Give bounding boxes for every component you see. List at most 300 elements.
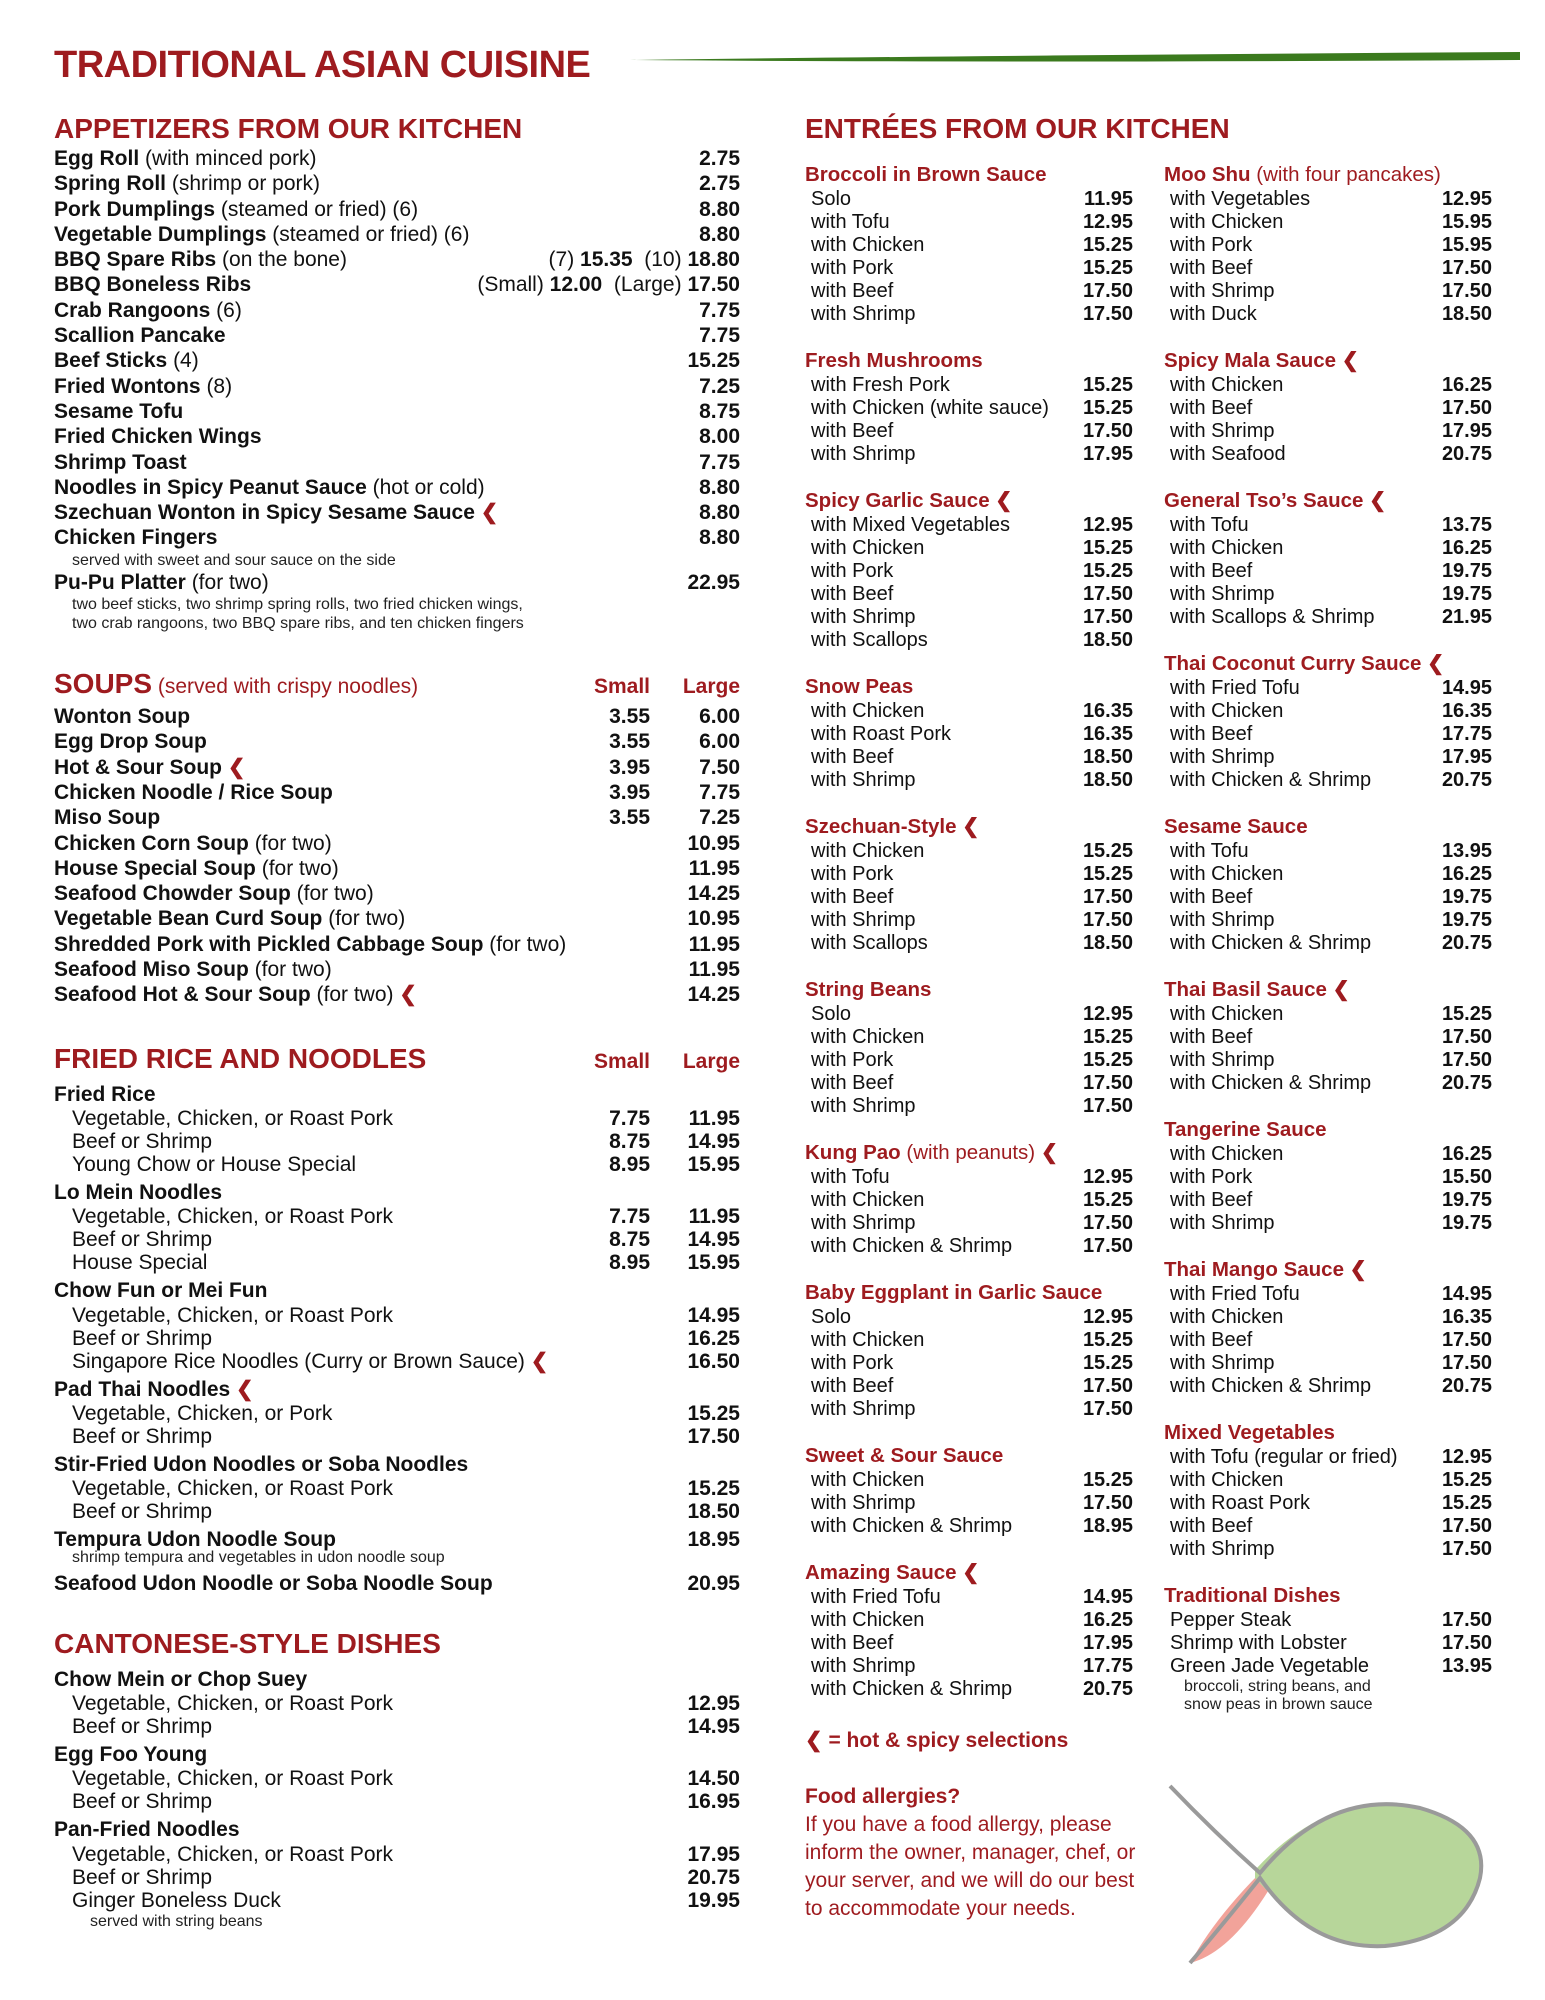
item-price: 17.50: [1441, 1609, 1492, 1631]
menu-item: [1164, 1375, 1492, 1398]
item-name: [54, 932, 566, 957]
item-price: 8.80: [699, 526, 740, 550]
item-title: Beef Sticks: [54, 349, 168, 373]
menu-item: [54, 399, 740, 424]
large-price: 11.95: [688, 958, 740, 982]
item-title: Sesame Tofu: [54, 399, 184, 423]
menu-item: [1164, 257, 1492, 280]
small-price: 8.75: [609, 1129, 650, 1153]
item-title: BBQ Spare Ribs: [54, 248, 217, 272]
large-price: 6.00: [699, 705, 740, 729]
item-name: with Roast Pork: [811, 723, 952, 745]
item-price: 7.25: [699, 374, 740, 398]
item-title: Beef or Shrimp: [72, 1326, 213, 1350]
large-price: 11.95: [688, 1205, 740, 1229]
item-name: [54, 1327, 550, 1350]
item-price: 15.95: [1441, 234, 1492, 256]
item-name: [54, 729, 550, 754]
chevron-left-icon: ❮: [399, 983, 417, 1007]
menu-item: [54, 1715, 740, 1738]
menu-item: [1164, 886, 1492, 909]
menu-item: [805, 1398, 1133, 1421]
menu-item: [1164, 374, 1492, 397]
item-name: with Beef: [1170, 560, 1253, 582]
entree-group: [805, 348, 1133, 466]
menu-item: [1164, 723, 1492, 746]
item-price: 17.50: [1441, 1026, 1492, 1048]
menu-item: [805, 723, 1133, 746]
entree-group: [1164, 348, 1492, 466]
menu-item: [54, 1130, 740, 1153]
menu-item: [805, 769, 1133, 792]
menu-item: [54, 1350, 740, 1373]
chevron-left-icon: ❮: [1369, 489, 1387, 512]
menu-item: [54, 780, 740, 805]
item-desc: (for two): [310, 983, 400, 1007]
large-price: 16.25: [687, 1326, 740, 1350]
menu-item: [1164, 1329, 1492, 1352]
item-title: Chicken Corn Soup: [54, 831, 249, 855]
entree-group-heading: [805, 814, 1133, 840]
small-price: [566, 932, 657, 957]
item-price: 15.25: [1082, 257, 1133, 279]
entree-group-heading: [805, 488, 1133, 514]
menu-item: [1164, 1609, 1492, 1632]
menu-group-heading: [54, 1180, 740, 1205]
cantonese-heading: CANTONESE-STYLE DISHES: [54, 1627, 441, 1659]
fried-rice-list: [54, 1082, 740, 1597]
group-subtitle: (with four pancakes): [1250, 163, 1441, 186]
small-price: [550, 1500, 650, 1523]
item-name: [54, 1228, 550, 1251]
item-price: 15.25: [1082, 1026, 1133, 1048]
item-name: [54, 570, 650, 595]
item-name: with Fried Tofu: [811, 1586, 941, 1608]
item-price: 8.80: [699, 475, 740, 499]
item-name: with Pork: [811, 863, 894, 885]
item-name: with Pork: [1170, 234, 1253, 256]
item-name: with Beef: [811, 420, 894, 442]
item-desc: (8): [200, 374, 233, 398]
group-title: Chow Mein or Chop Suey: [54, 1667, 308, 1691]
item-title: Beef or Shrimp: [72, 1500, 213, 1524]
entree-group-heading: [805, 1280, 1133, 1306]
item-price: 17.50: [1441, 1632, 1492, 1654]
item-name: with Shrimp: [1170, 1212, 1275, 1234]
legend-block: [805, 1728, 1165, 1923]
menu-item: [805, 1235, 1133, 1258]
small-price: [550, 982, 650, 1007]
menu-item: [1164, 1283, 1492, 1306]
hot-spicy-legend: ❮ = hot & spicy selections: [805, 1729, 1069, 1752]
item-price: 16.35: [1082, 723, 1133, 745]
menu-item: [1164, 1492, 1492, 1515]
item-price: 17.50: [1441, 1049, 1492, 1071]
item-name: with Chicken & Shrimp: [1170, 1072, 1372, 1094]
item-price: 17.95: [687, 1842, 740, 1866]
menu-item: [1164, 606, 1492, 629]
small-price: 3.55: [609, 705, 650, 729]
group-title: Snow Peas: [805, 675, 914, 698]
group-title: Baby Eggplant in Garlic Sauce: [805, 1281, 1103, 1304]
item-price: 16.25: [1441, 1143, 1492, 1165]
item-price: 15.25: [1441, 1492, 1492, 1514]
menu-item: [805, 1515, 1133, 1538]
entree-group-heading: [1164, 814, 1492, 840]
menu-item: [805, 583, 1133, 606]
item-price: 17.50: [1082, 886, 1133, 908]
item-title: Vegetable, Chicken, or Roast Pork: [72, 1303, 394, 1327]
entree-group: [1164, 488, 1492, 629]
item-title: Seafood Miso Soup: [54, 958, 249, 982]
item-name: Beef or Shrimp: [72, 1714, 213, 1738]
item-name: with Chicken (white sauce): [811, 397, 1049, 419]
item-price: 17.50: [1441, 397, 1492, 419]
large-price: 15.95: [687, 1251, 740, 1275]
allergy-text: If you have a food allergy, please inform the owner, manager, chef, or your server, and we will do our best to accommodate your needs.: [805, 1813, 1136, 1920]
item-name: [54, 856, 550, 881]
item-name: [54, 1153, 550, 1176]
item-name: [54, 247, 549, 272]
item-name: with Tofu (regular or fried): [1170, 1446, 1398, 1468]
item-name: [54, 1402, 550, 1425]
entree-group-heading: [805, 348, 1133, 374]
chevron-left-icon: ❮: [227, 755, 246, 779]
group-title: Pan-Fried Noodles: [54, 1818, 240, 1842]
item-price: 14.95: [687, 1714, 740, 1738]
item-name: [54, 906, 550, 931]
entrees-section: [805, 112, 1505, 146]
item-desc: (hot or cold): [366, 475, 485, 499]
item-title: Singapore Rice Noodles (Curry or Brown Sauce): [72, 1349, 531, 1373]
item-title: Hot & Sour Soup: [54, 755, 222, 779]
item-price: 15.25: [1082, 560, 1133, 582]
menu-item: [54, 1327, 740, 1350]
menu-item: [1164, 1469, 1492, 1492]
menu-item: [1164, 909, 1492, 932]
item-price: 16.35: [1441, 700, 1492, 722]
item-name: with Chicken: [1170, 1306, 1284, 1328]
item-title: Fried Wontons: [54, 374, 201, 398]
menu-item: [805, 303, 1133, 326]
menu-item: [54, 1477, 740, 1500]
item-price: 17.50: [1441, 280, 1492, 302]
item-name: [54, 1500, 550, 1523]
menu-group-heading: [54, 1742, 740, 1767]
menu-group-heading: [54, 1278, 740, 1303]
menu-item: [1164, 303, 1492, 326]
soups-small-label: Small: [593, 675, 650, 699]
item-title: BBQ Boneless Ribs: [54, 273, 252, 297]
item-name: [54, 1350, 550, 1373]
soups-list: [54, 704, 740, 1008]
menu-group-heading: [54, 1082, 740, 1107]
item-price: 8.80: [699, 197, 740, 221]
item-price: 17.50: [1441, 257, 1492, 279]
item-name: [54, 323, 650, 348]
item-name: with Fresh Pork: [811, 374, 950, 396]
appetizers-list: [54, 146, 740, 633]
item-name: [54, 1304, 550, 1327]
menu-item: [805, 1352, 1133, 1375]
menu-item: [54, 1500, 740, 1523]
group-title: Moo Shu: [1164, 163, 1251, 186]
menu-item: [805, 420, 1133, 443]
item-desc: (on the bone): [216, 248, 347, 272]
item-name: with Chicken: [811, 1469, 925, 1491]
menu-item: [1164, 932, 1492, 955]
menu-item: [1164, 1352, 1492, 1375]
item-price: 15.95: [1441, 211, 1492, 233]
chevron-left-icon: ❮: [1341, 349, 1359, 372]
menu-item: [54, 1866, 740, 1889]
item-price: 17.95: [1441, 746, 1492, 768]
item-name: with Chicken & Shrimp: [1170, 1375, 1372, 1397]
menu-item: [1164, 863, 1492, 886]
item-price: 17.50: [1082, 420, 1133, 442]
item-price: 15.25: [1082, 1049, 1133, 1071]
item-title: Seafood Chowder Soup: [54, 882, 291, 906]
small-price: [550, 1327, 650, 1350]
item-price: 15.25: [1441, 1469, 1492, 1491]
chevron-left-icon: ❮: [236, 1377, 254, 1401]
group-title: String Beans: [805, 978, 932, 1001]
group-title: Fresh Mushrooms: [805, 349, 983, 372]
item-price: 16.25: [1441, 537, 1492, 559]
item-price: 18.80: [687, 248, 740, 272]
option-label: (Large): [602, 273, 688, 297]
item-price: 17.50: [1441, 1352, 1492, 1374]
menu-item: [1164, 677, 1492, 700]
menu-item: [54, 272, 740, 297]
large-price: 7.25: [699, 806, 740, 830]
item-name: Vegetable, Chicken, or Roast Pork: [72, 1842, 394, 1866]
item-name: with Shrimp: [811, 909, 916, 931]
item-price: 17.75: [1082, 1655, 1133, 1677]
small-price: [550, 1477, 650, 1500]
soups-header: [54, 667, 740, 704]
group-title: Spicy Garlic Sauce: [805, 489, 996, 512]
item-title: Vegetable, Chicken, or Roast Pork: [72, 1205, 394, 1229]
item-name: with Chicken: [1170, 1003, 1284, 1025]
item-name: [54, 755, 550, 780]
chevron-left-icon: ❮: [1332, 978, 1350, 1001]
large-price: 14.25: [687, 882, 740, 906]
entree-group: [805, 674, 1133, 792]
large-price: 6.00: [699, 730, 740, 754]
menu-item: [1164, 397, 1492, 420]
menu-item: [805, 1492, 1133, 1515]
item-name: with Beef: [1170, 1026, 1253, 1048]
menu-item: [805, 629, 1133, 652]
group-title: Szechuan-Style: [805, 815, 963, 838]
item-price: 12.95: [1441, 1446, 1492, 1468]
menu-item: [805, 1329, 1133, 1352]
entree-group-heading: [805, 1140, 1133, 1166]
item-name: [54, 704, 550, 729]
small-price: 8.95: [609, 1251, 650, 1275]
entree-group-heading: [1164, 1257, 1492, 1283]
item-name: with Tofu: [1170, 514, 1249, 536]
menu-item: [54, 500, 740, 525]
item-name: with Chicken: [811, 537, 925, 559]
item-name: Vegetable, Chicken, or Roast Pork: [72, 1691, 394, 1715]
chevron-left-icon: ❮: [480, 501, 499, 525]
menu-item: [1164, 1189, 1492, 1212]
item-name: with Fried Tofu: [1170, 1283, 1300, 1305]
menu-item: [54, 755, 740, 780]
large-price: 14.95: [687, 1228, 740, 1252]
item-price: 12.95: [1082, 1306, 1133, 1328]
item-title: Spring Roll: [54, 172, 166, 196]
menu-item: [54, 1425, 740, 1448]
menu-item: [805, 374, 1133, 397]
group-subtitle: (with peanuts): [900, 1141, 1041, 1164]
option-label: (7): [548, 248, 581, 272]
item-title: Shrimp Toast: [54, 450, 187, 474]
item-title: Vegetable Dumplings: [54, 222, 267, 246]
small-price: [550, 856, 650, 881]
item-title: Wonton Soup: [54, 705, 191, 729]
option-label: (10): [632, 248, 688, 272]
item-price: 8.80: [699, 501, 740, 525]
menu-item: [54, 856, 740, 881]
item-note: broccoli, string beans, and: [1184, 1678, 1371, 1695]
chevron-left-icon: ❮: [805, 1729, 823, 1752]
item-price: 2.75: [699, 147, 740, 170]
item-price: 19.75: [1441, 1212, 1492, 1234]
menu-item: [54, 729, 740, 754]
entree-group: [805, 1140, 1133, 1258]
entree-group-heading: [1164, 1420, 1492, 1446]
menu-item: [54, 906, 740, 931]
menu-item: [54, 475, 740, 500]
large-price: 11.95: [688, 1106, 740, 1130]
menu-group-heading: [54, 1817, 740, 1842]
entree-group-heading: [1164, 1583, 1492, 1609]
item-desc: (for two): [322, 907, 406, 931]
small-price: 3.55: [609, 806, 650, 830]
chevron-left-icon: ❮: [1040, 1141, 1059, 1164]
group-title: Lo Mein Noodles: [54, 1180, 222, 1204]
item-name: with Chicken & Shrimp: [811, 1515, 1013, 1537]
item-name: [54, 1477, 550, 1500]
large-price: 10.95: [687, 907, 740, 931]
item-title: House Special: [72, 1251, 208, 1275]
item-name: with Pork: [811, 257, 894, 279]
large-price: 11.95: [688, 856, 740, 880]
item-price: 11.95: [1084, 188, 1133, 210]
menu-item: [54, 932, 740, 957]
title-divider-line: [630, 50, 1520, 70]
chevron-left-icon: ❮: [962, 815, 980, 838]
menu-item: [805, 1586, 1133, 1609]
item-name: [54, 1205, 550, 1228]
menu-item: [1164, 700, 1492, 723]
item-name: with Shrimp: [811, 769, 916, 791]
small-price: [550, 1350, 650, 1373]
menu-item: [1164, 583, 1492, 606]
item-name: [54, 272, 477, 297]
menu-item: [54, 881, 740, 906]
menu-item: [1164, 188, 1492, 211]
menu-item: [1164, 1166, 1492, 1189]
item-note: served with string beans: [90, 1912, 263, 1930]
item-name: [54, 146, 650, 171]
menu-item: [54, 525, 740, 550]
item-price: 12.95: [1082, 1166, 1133, 1188]
item-price: 16.35: [1441, 1306, 1492, 1328]
entrees-left-column: [805, 162, 1133, 1723]
entree-group: [805, 488, 1133, 652]
entree-group: [1164, 977, 1492, 1095]
menu-item: [805, 863, 1133, 886]
item-price: 18.50: [1082, 629, 1133, 651]
item-price: 15.25: [1082, 1189, 1133, 1211]
menu-item: [54, 197, 740, 222]
item-name: Ginger Boneless Duck: [72, 1888, 281, 1912]
item-price: 18.50: [1441, 303, 1492, 325]
entree-group: [805, 814, 1133, 955]
menu-item: [54, 247, 740, 272]
item-price: 12.95: [1082, 211, 1133, 233]
menu-item: [1164, 560, 1492, 583]
entrees-heading: ENTRÉES FROM OUR KITCHEN: [805, 113, 1230, 144]
menu-item: [54, 704, 740, 729]
item-title: Chicken Noodle / Rice Soup: [54, 780, 333, 804]
menu-item: [1164, 1632, 1492, 1655]
item-price: 8.80: [699, 222, 740, 246]
large-price: 15.25: [687, 1401, 740, 1425]
menu-item: [805, 560, 1133, 583]
item-name: with Shrimp: [811, 1212, 916, 1234]
small-price: 7.75: [609, 1106, 650, 1130]
item-name: with Beef: [811, 583, 894, 605]
small-price: 8.95: [609, 1152, 650, 1176]
group-title: Tangerine Sauce: [1164, 1118, 1327, 1141]
menu-item: [54, 982, 740, 1007]
menu-item: [1164, 746, 1492, 769]
menu-item: [54, 1251, 740, 1274]
item-price: 19.95: [687, 1888, 740, 1912]
entree-group-heading: [805, 977, 1133, 1003]
item-desc: (for two): [248, 958, 332, 982]
item-name: with Shrimp: [811, 606, 916, 628]
menu-item: [1164, 537, 1492, 560]
item-price: 15.50: [1441, 1166, 1492, 1188]
group-title: Sweet & Sour Sauce: [805, 1444, 1004, 1467]
item-name: with Shrimp: [811, 303, 916, 325]
group-title: Tempura Udon Noodle Soup: [54, 1528, 336, 1552]
menu-item: [54, 424, 740, 449]
entree-group: [805, 977, 1133, 1118]
item-price: 17.75: [1441, 723, 1492, 745]
small-price: 3.55: [609, 730, 650, 754]
large-price: 17.50: [687, 1424, 740, 1448]
item-name: with Chicken: [811, 1609, 925, 1631]
item-name: with Shrimp: [1170, 583, 1275, 605]
item-note: shrimp tempura and vegetables in udon noodle soup: [72, 1549, 445, 1567]
item-title: Vegetable, Chicken, or Roast Pork: [72, 1106, 394, 1130]
item-name: with Tofu: [811, 1166, 890, 1188]
item-name: with Shrimp: [1170, 1352, 1275, 1374]
menu-group-heading: [54, 1377, 740, 1402]
item-price: 20.75: [1441, 1072, 1492, 1094]
menu-item: [805, 234, 1133, 257]
item-title: Scallion Pancake: [54, 324, 226, 348]
item-note: served with sweet and sour sauce on the side: [72, 551, 396, 569]
entree-group-heading: [805, 674, 1133, 700]
